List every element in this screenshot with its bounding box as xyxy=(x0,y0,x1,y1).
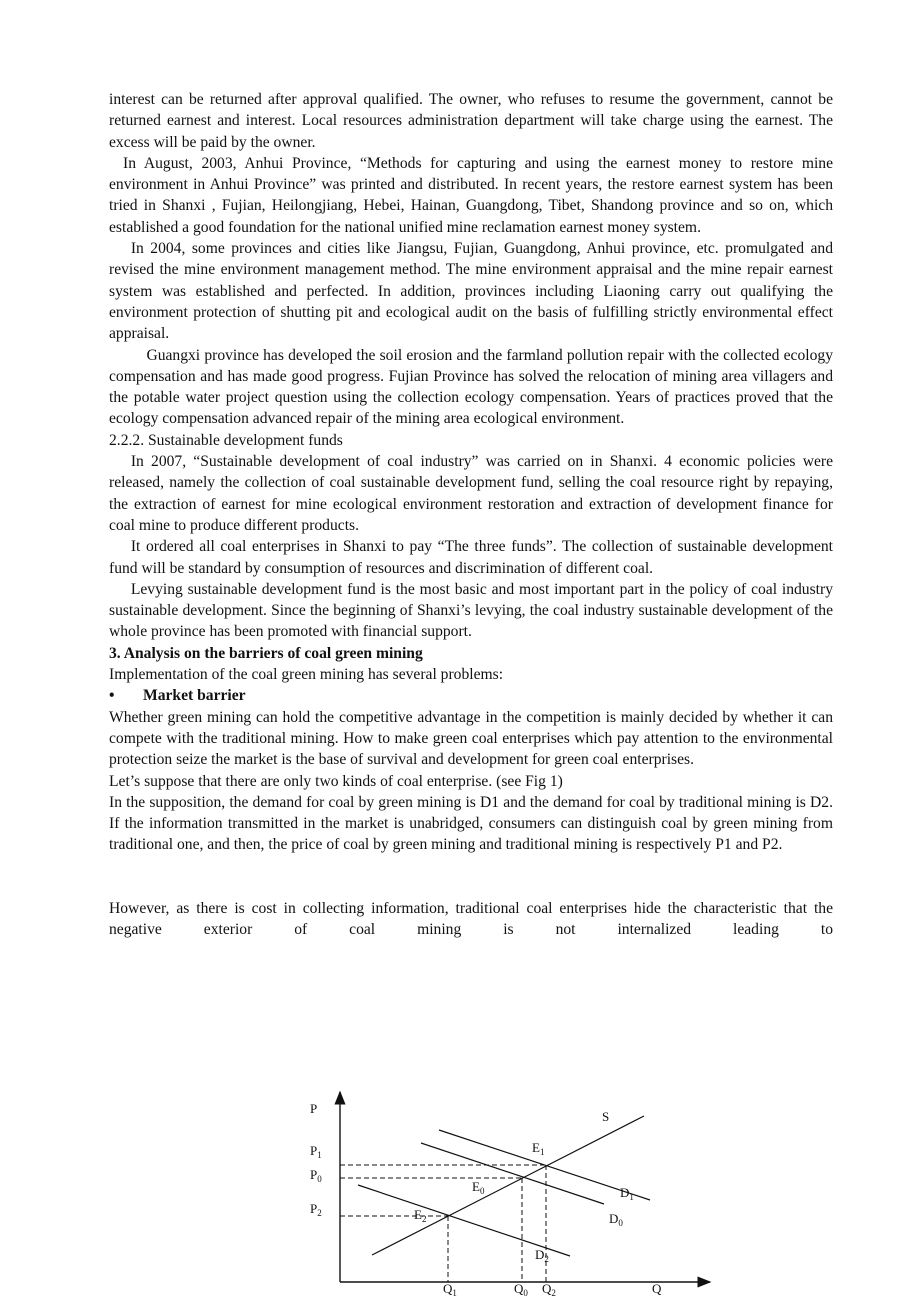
paragraph-levying-fund: Levying sustainable development fund is the most basic and most important part in the policy of coal industry sustainable development. Since the beginning of Shanxi’s levying, the coal industry sustainable development of the whole province has been promoted with financial support. xyxy=(109,580,833,641)
paragraph-anhui-2003: In August, 2003, Anhui Province, “Methods for capturing and using the earnest money to restore mine environment in Anhui Province” was printed and distributed. In recent years, the restore earnest system has been tried in Shanxi , Fujian, Heilongjiang, Hebei, Hainan, Guangdong, Tibet, Shandong province and so on, which established a good foundation for the national unified mine reclamation earnest money system. xyxy=(109,154,833,236)
paragraph-guangxi: Guangxi province has developed the soil erosion and the farmland pollution repair with the collected ecology compensation and has made good progress. Fujian Province has solved the relocation of mining area villagers and the potable water project question using the collection ecology compensation. Years of practices proved that the ecology compensation advanced repair of the mining area ecological environment. xyxy=(109,346,833,428)
point-label-e2: $E_2$ xyxy=(414,1207,427,1224)
subsection-heading-2-2-2: 2.2.2. Sustainable development funds xyxy=(109,431,343,449)
curve-label-d1: $D_1$ xyxy=(620,1185,634,1202)
point-label-e1: $E_1$ xyxy=(532,1140,545,1157)
paragraph-three-funds: It ordered all coal enterprises in Shanxi to pay “The three funds”. The collection of sustainable development fund will be standard by consumption of resources and discrimination of different coal. xyxy=(109,538,833,577)
price-label-p1: $P_1$ xyxy=(310,1143,322,1160)
curve-label-d0: $D_0$ xyxy=(609,1211,623,1228)
paragraph-information-cost: However, as there is cost in collecting information, traditional coal enterprises hide the characteristic that the negative exterior of coal mining is not internalized leading to xyxy=(109,899,833,938)
equilibrium-guides xyxy=(340,1165,546,1282)
paragraph-problems-intro: Implementation of the coal green mining has several problems: xyxy=(109,666,504,684)
demand-curve-d0 xyxy=(421,1143,604,1204)
bullet-market-barrier xyxy=(109,685,833,706)
bullet-dot: • xyxy=(109,687,115,705)
paragraph-2004-provinces: In 2004, some provinces and cities like Jiangsu, Fujian, Guangdong, Anhui province, etc. promulgated and revised the mine environment management method. The mine environment appraisal and the mine repair earnest system was established and perfected. In addition, provinces including Liaoning carry out qualifying the environment protection of shutting pit and ecological audit on the basis of fulfilling strictly environmental effect appraisal. xyxy=(109,240,833,343)
axis-label-p: P xyxy=(310,1101,318,1116)
document-body xyxy=(109,89,833,940)
paragraph-earnest-return: interest can be returned after approval qualified. The owner, who refuses to resume the government, cannot be returned earnest and interest. Local resources administration department will take charge using the earnest. The excess will be paid by the owner. xyxy=(109,91,833,151)
supply-curve xyxy=(372,1116,644,1255)
paragraph-supposition-demand: In the supposition, the demand for coal by green mining is D1 and the demand for coal by traditional mining is D2. If the information transmitted in the market is unabridged, consumers can distinguish coal by green mining from traditional one, and then, the price of coal by green mining and traditional mining is respectively P1 and P2. xyxy=(109,793,833,854)
price-label-p2: $P_2$ xyxy=(310,1201,322,1218)
paragraph-2007-shanxi: In 2007, “Sustainable development of coal industry” was carried on in Shanxi. 4 economic policies were released, namely the collection of coal sustainable development fund, selling the coal resource right by repaying, the extraction of earnest for mine ecological environment restoration and extraction of development finance for coal mine to produce different products. xyxy=(109,453,833,534)
quantity-label-q0: $Q_0$ xyxy=(514,1281,528,1298)
curve-label-s: S xyxy=(602,1109,610,1124)
point-label-e0: $E_0$ xyxy=(472,1179,485,1196)
section-heading-3: 3. Analysis on the barriers of coal green mining xyxy=(109,644,423,662)
price-label-p0: $P_0$ xyxy=(310,1167,322,1184)
supply-demand-figure xyxy=(300,1090,720,1302)
quantity-label-q1: $Q_1$ xyxy=(443,1281,457,1298)
paragraph-competitive-advantage: Whether green mining can hold the competitive advantage in the competition is mainly decided by whether it can compete with the traditional mining. How to make green coal enterprises which pay attention to the environmental protection seize the market is the base of survival and development for green coal enterprises. xyxy=(109,708,833,769)
paragraph-suppose-two-kinds: Let’s suppose that there are only two kinds of coal enterprise. (see Fig 1) xyxy=(109,772,563,790)
supply-demand-diagram xyxy=(300,1090,720,1302)
bullet-label: Market barrier xyxy=(143,687,246,705)
axis-label-q: Q xyxy=(652,1281,662,1296)
quantity-label-q2: $Q_2$ xyxy=(542,1281,556,1298)
curve-label-d2: $D_2$ xyxy=(535,1247,549,1264)
